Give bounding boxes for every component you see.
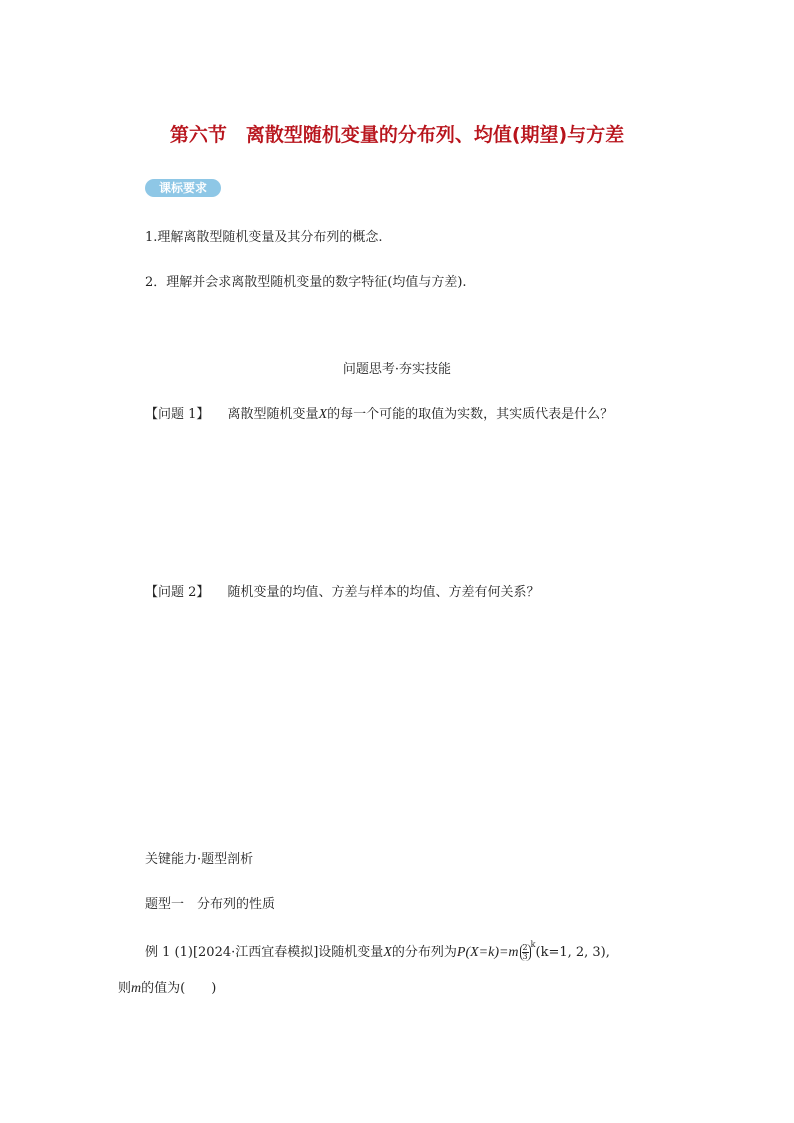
requirement-2: 2．理解并会求离散型随机变量的数字特征(均值与方差). [145, 275, 467, 290]
page-title: 第六节 离散型随机变量的分布列、均值(期望)与方差 [169, 124, 625, 146]
example-var: X [383, 945, 392, 960]
key-section-heading: 关键能力·题型剖析 [145, 852, 254, 867]
fraction-numerator: 2 [522, 943, 528, 952]
line2-before: 则 [118, 981, 132, 996]
example-fraction [520, 944, 531, 961]
example-middle: 的分布列为 [391, 945, 457, 960]
question-2-label: 【问题 2】 [145, 585, 210, 600]
question-2 [145, 581, 540, 600]
example-1-line-1 [145, 940, 610, 961]
line2-after: 的值为( ) [141, 981, 217, 996]
question-1-text-before: 离散型随机变量 [227, 407, 319, 422]
example-suffix: (k=1, 2, 3), [535, 945, 610, 960]
question-2-text: 随机变量的均值、方差与样本的均值、方差有何关系？ [227, 585, 540, 600]
example-prefix: 例 1 (1)[2024·江西宜春模拟]设随机变量 [145, 945, 384, 960]
fraction-denominator: 3 [522, 952, 528, 961]
question-1-label: 【问题 1】 [145, 407, 210, 422]
curriculum-badge: 课标要求 [145, 179, 221, 197]
section-heading: 问题思考·夯实技能 [342, 362, 452, 377]
requirement-1: 1.理解离散型随机变量及其分布列的概念. [145, 230, 383, 245]
example-formula: P(X=k)=m [456, 945, 519, 960]
example-1-line-2 [118, 977, 216, 997]
question-type-1: 题型一 分布列的性质 [145, 897, 276, 912]
question-1-text-after: 的每一个可能的取值为实数，其实质代表是什么？ [327, 407, 614, 422]
line2-var: m [131, 981, 142, 996]
question-1 [145, 403, 613, 423]
example-exponent: k [530, 940, 536, 949]
question-1-var: X [318, 407, 328, 422]
